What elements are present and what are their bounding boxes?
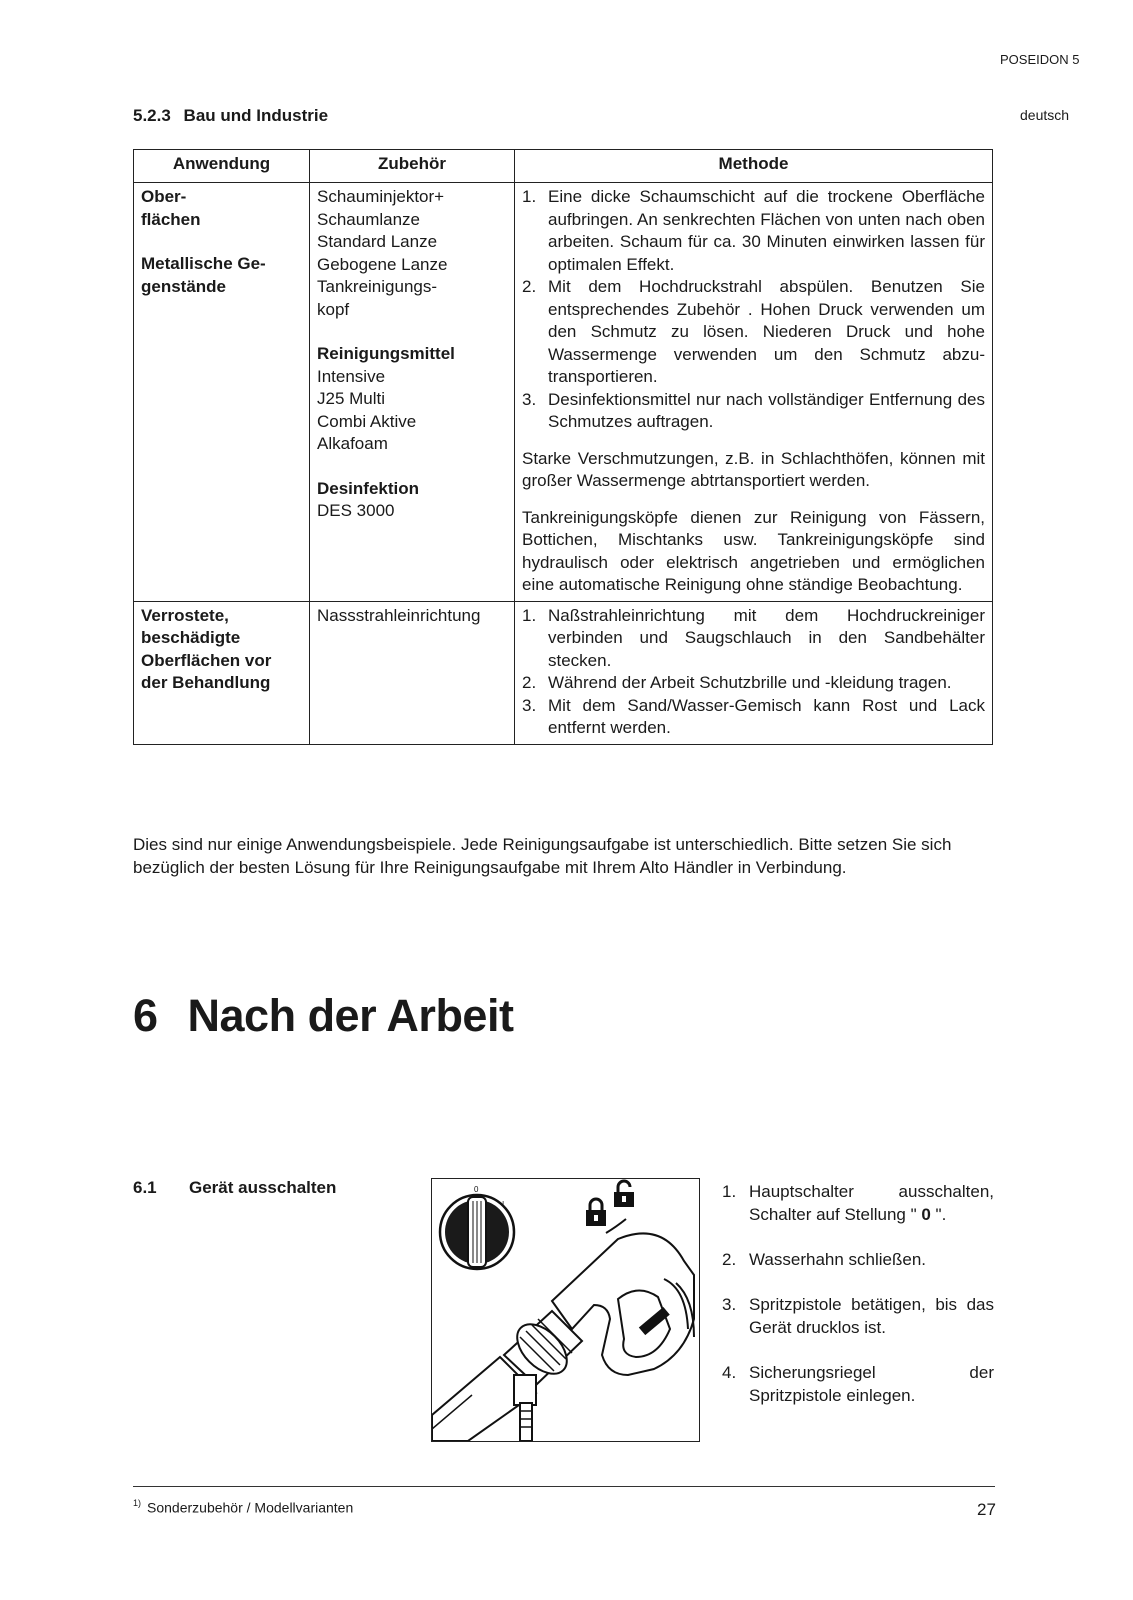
section-title	[133, 106, 328, 126]
step-number: 2.	[522, 277, 537, 296]
methode-step	[522, 605, 985, 673]
reinigungsmittel-item: Intensive	[317, 366, 386, 386]
anwendung-line: genstände	[141, 276, 227, 296]
subsection-number: 6.1	[133, 1178, 157, 1197]
step-number: 2.	[722, 1250, 737, 1269]
header-language: deutsch	[1020, 107, 1070, 123]
shutdown-step	[722, 1361, 994, 1407]
zubehoer-cell	[310, 601, 515, 744]
methode-paragraph: Starke Verschmutzungen, z.B. in Schlachthöfen, können mit großer Wassermenge abtrtansportiert werden.	[522, 448, 985, 490]
anwendung-line: beschädigte	[141, 628, 241, 647]
subsection-title: Gerät ausschalten	[189, 1178, 337, 1197]
column-header-zubehoer: Zubehör	[310, 150, 515, 183]
step-text: Spritzpistole betätigen, bis das Gerät drucklos ist.	[749, 1295, 994, 1337]
reinigungsmittel-item: Alkafoam	[317, 434, 388, 453]
step-number: 3.	[522, 389, 537, 409]
note-paragraph: Dies sind nur einige Anwendungsbeispiele. Jede Reinigungsaufgabe ist unterschiedlich. Bitte setzen Sie sich bezüglich der besten Lösung für Ihre Reinigungsaufgabe mit Ihrem Alto Händler in Verbindung.	[133, 835, 952, 877]
anwendung-line: flächen	[141, 209, 201, 229]
switch-label-on: I	[502, 1200, 505, 1209]
section-number: 5.2.3	[133, 106, 171, 125]
zubehoer-item: Schaumlanze	[317, 209, 421, 229]
spray-gun-illustration	[432, 1179, 699, 1441]
footer-rule	[133, 1486, 995, 1487]
methode-step	[522, 672, 985, 695]
lock-open-icon	[614, 1181, 634, 1207]
methode-steps	[522, 605, 985, 740]
zubehoer-item: Standard Lanze	[317, 232, 438, 251]
shutdown-steps	[722, 1180, 994, 1429]
shutdown-step	[722, 1248, 994, 1271]
step-text: Naßstrahleinrichtung mit dem Hochdruckreiniger verbinden und Saugschlauch in den Sandbehälter stecken.	[548, 605, 985, 670]
anwendung-cell	[134, 183, 310, 602]
lock-closed-icon	[586, 1199, 606, 1226]
zubehoer-item: Nassstrahleinrichtung	[317, 605, 481, 625]
methode-step	[522, 389, 985, 434]
methode-step	[522, 695, 985, 740]
header-model-name: POSEIDON 5	[1000, 52, 1080, 67]
shutdown-step	[722, 1293, 994, 1339]
column-header-methode: Methode	[515, 150, 993, 183]
arrow-icon	[606, 1219, 626, 1233]
methode-paragraph: Tankreinigungsköpfe dienen zur Reinigung von Fässern, Bottichen, Mischtanks usw. Tankreinigungsköpfe sind hydraulisch oder elektrisch angetrieben und ermöglichen eine automatische Reinigung ohne ständige Beobachtung.	[522, 507, 985, 594]
anwendung-line: Ober-	[141, 187, 187, 206]
anwendung-line: der Behandlung	[141, 673, 271, 692]
step-text: Mit dem Hochdruckstrahl abspülen. Benutzen Sie entsprechendes Zubehör . Hohen Druck verwenden um den Schmutz zu lösen. Niederen Druck und hohe Wassermenge verwenden um den Schmutz abzu-transportieren.	[548, 277, 985, 386]
chapter-heading	[133, 990, 513, 1042]
footnote	[133, 1499, 353, 1516]
desinfektion-heading: Desinfektion	[317, 478, 420, 498]
step-number: 1.	[522, 605, 537, 625]
step-number: 4.	[722, 1363, 737, 1382]
zubehoer-item: Schauminjektor+	[317, 187, 445, 206]
step-text: Eine dicke Schaumschicht auf die trockene Oberfläche aufbringen. An senkrechten Flächen von unten nach oben arbeiten. Schaum für ca. 30 Minuten einwirken lassen für optimalen Effekt.	[548, 187, 985, 274]
methode-step	[522, 186, 985, 276]
subsection-heading	[133, 1178, 336, 1198]
step-text: Mit dem Sand/Wasser-Gemisch kann Rost und Lack entfernt werden.	[548, 695, 985, 737]
section-title-text: Bau und Industrie	[183, 106, 329, 125]
zubehoer-cell	[310, 183, 515, 602]
anwendung-line: Metallische Ge-	[141, 254, 266, 273]
step-text: Hauptschalter ausschalten, Schalter auf Stellung "	[749, 1182, 994, 1224]
spray-gun-figure	[431, 1178, 700, 1442]
page-number: 27	[977, 1500, 996, 1519]
step-number: 3.	[522, 695, 537, 715]
anwendung-line: Verrostete,	[141, 605, 229, 625]
table-row	[134, 601, 993, 744]
application-table	[133, 149, 993, 745]
footnote-text: Sonderzubehör / Modellvarianten	[147, 1499, 354, 1516]
chapter-number: 6	[133, 990, 158, 1041]
footnote-mark: 1)	[133, 1498, 142, 1508]
methode-step	[522, 276, 985, 389]
methode-steps	[522, 186, 985, 434]
shutdown-step	[722, 1180, 994, 1226]
step-number: 3.	[722, 1295, 737, 1314]
desinfektion-item: DES 3000	[317, 501, 395, 520]
reinigungsmittel-item: Combi Aktive	[317, 411, 417, 431]
step-text: Sicherungsriegel der Spritzpistole einlegen.	[749, 1363, 994, 1405]
step-number: 2.	[522, 673, 537, 692]
step-text: Desinfektionsmittel nur nach vollständiger Entfernung des Schmutzes auftragen.	[548, 389, 985, 431]
anwendung-line: Oberflächen vor	[141, 650, 272, 670]
table-row	[134, 183, 993, 602]
anwendung-cell	[134, 601, 310, 744]
step-text: Während der Arbeit Schutzbrille und -kleidung tragen.	[548, 673, 952, 692]
step-text-bold: 0	[921, 1205, 931, 1224]
methode-cell	[515, 183, 993, 602]
reinigungsmittel-item: J25 Multi	[317, 389, 386, 408]
column-header-anwendung: Anwendung	[134, 150, 310, 183]
zubehoer-item: Tankreinigungs-	[317, 277, 438, 296]
step-text: Wasserhahn schließen.	[749, 1250, 927, 1269]
chapter-title: Nach der Arbeit	[187, 990, 514, 1041]
main-switch-icon	[440, 1185, 514, 1269]
methode-cell	[515, 601, 993, 744]
step-number: 1.	[722, 1182, 737, 1201]
zubehoer-item: Gebogene Lanze	[317, 254, 448, 274]
reinigungsmittel-heading: Reinigungsmittel	[317, 344, 455, 363]
step-number: 1.	[522, 187, 537, 206]
table-header-row	[134, 150, 993, 183]
step-text: ".	[930, 1205, 947, 1224]
switch-label-off: 0	[474, 1185, 479, 1194]
zubehoer-item: kopf	[317, 299, 350, 319]
